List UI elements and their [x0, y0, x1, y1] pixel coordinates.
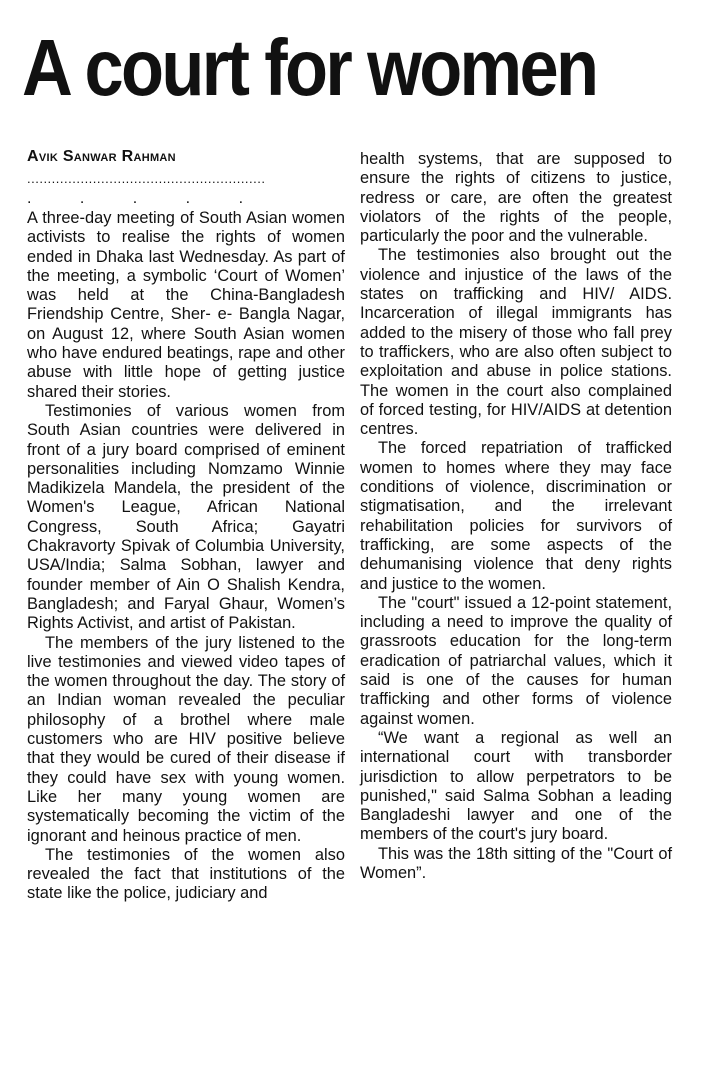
paragraph: The testimonies of the women also revealed the fact that institutions of the state like the police, judiciary and	[27, 845, 345, 903]
byline-divider-dots: . . . . .	[27, 190, 266, 207]
paragraph: “We want a regional as well an international court with transborder jurisdiction to allow perpetrators to be punished," said Salma Sobhan a leading Bangladeshi lawyer and one of the members of the court's jury board.	[360, 728, 672, 844]
paragraph: health systems, that are supposed to ensure the rights of citizens to justice, redress or care, are often the greatest violators of the rights of the people, particularly the poor and the vulnerable.	[360, 150, 672, 246]
paragraph: A three-day meeting of South Asian women activists to realise the rights of women ended in Dhaka last Wednesday. As part of the meeting, a symbolic ‘Court of Women’ was held at the China-Bangladesh Friendship Centre, Sher- e- Bangla Nagar, on August 12, where South Asian women who have endured beatings, rape and other abuse with little hope of getting justice shared their stories.	[27, 209, 345, 401]
paragraph: Testimonies of various women from South Asian countries were delivered in front of a jury board comprised of eminent personalities including Nomzamo Winnie Madikizela Mandela, the president of the Women's League, African National Congress, South Africa; Gayatri Chakravorty Spivak of Columbia University, USA/India; Salma Sobhan, lawyer and founder member of Ain O Shalish Kendra, Bangladesh; and Faryal Ghaur, Women’s Rights Activist, and artist of Pakistan.	[27, 401, 345, 633]
paragraph: This was the 18th sitting of the "Court of Women”.	[360, 844, 672, 882]
paragraph: The members of the jury listened to the live testimonies and viewed video tapes of the women throughout the day. The story of an Indian woman revealed the peculiar philosophy of a brothel where male customers who are HIV positive believe that they would be cured of their disease if they could have sex with young women. Like her many young women are systematically becoming the victim of the ignorant and heinous practice of men.	[27, 633, 345, 845]
right-column	[360, 150, 672, 883]
paragraph: The forced repatriation of trafficked women to homes where they may face conditions of violence, discrimination or stigmatisation, and the irrelevant rehabilitation policies for survivors of trafficking, are some aspects of the dehumanising violence that deny rights and justice to the women.	[360, 439, 672, 593]
paragraph: The testimonies also brought out the violence and injustice of the laws of the states on trafficking and HIV/ AIDS. Incarceration of illegal immigrants has added to the misery of those who fall prey to traffickers, who are also often subject to exploitation and abuse in police stations. The women in the court also complained of forced testing, for HIV/AIDS at detention centres.	[360, 246, 672, 439]
headline: A court for women	[22, 23, 597, 112]
left-column	[27, 147, 345, 904]
byline-divider: ..........................................................	[27, 171, 266, 186]
byline: Avik Sanwar Rahman	[27, 148, 176, 165]
paragraph: The "court" issued a 12-point statement, including a need to improve the quality of grassroots education for the long-term eradication of patriarchal values, which it said is one of the causes for human trafficking and other forms of violence against women.	[360, 593, 672, 728]
